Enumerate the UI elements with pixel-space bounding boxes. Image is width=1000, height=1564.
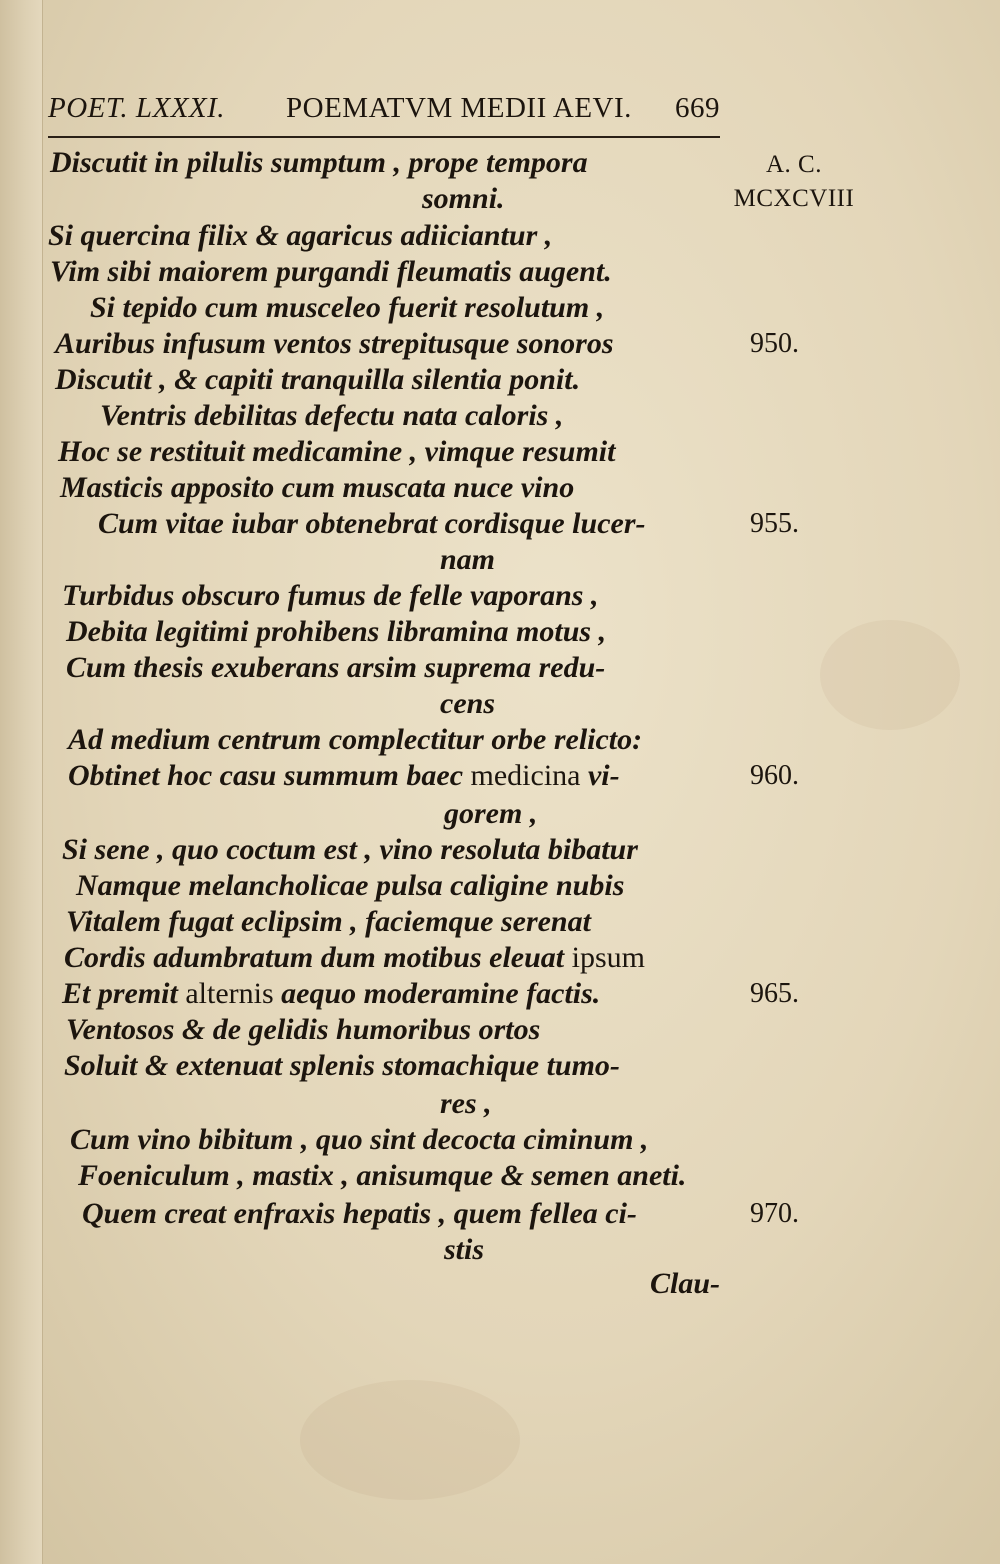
verse-line [66, 650, 605, 686]
verse-line [48, 218, 552, 254]
verse-line [50, 145, 588, 181]
catchword: Clau- [650, 1267, 721, 1300]
verse-line [66, 614, 606, 650]
verse-text: nam [440, 543, 496, 576]
verse-line [62, 832, 638, 868]
verse-text: alternis [185, 977, 274, 1010]
verse-line [444, 796, 537, 832]
verse-text: stis [444, 1233, 485, 1266]
verse-text: Cum vitae iubar obtenebrat cordisque lucer- [98, 507, 646, 540]
verse-text: somni. [422, 182, 505, 215]
verse-line [60, 470, 574, 506]
section-marker: POET. LXXXI. [48, 92, 226, 124]
verse-text: vi- [580, 759, 620, 792]
verse-text: aequo moderamine factis. [273, 977, 601, 1010]
paper-stain [300, 1380, 520, 1500]
verse-line [62, 976, 600, 1012]
running-title: POEMATVM MEDII AEVI. [286, 92, 632, 124]
verse-line [58, 434, 615, 470]
verse-line [440, 686, 495, 722]
line-number: 970. [750, 1198, 799, 1229]
verse-text: Cum thesis exuberans arsim suprema redu- [66, 651, 606, 684]
facing-page-edge [0, 0, 43, 1564]
verse-text: Auribus infusum ventos strepitusque sonoros [55, 327, 614, 360]
verse-line [55, 362, 580, 398]
margin-date [724, 148, 864, 216]
verse-text: Et premit [62, 977, 186, 1010]
verse-text: Ad medium centrum complectitur orbe relicto: [68, 723, 643, 756]
verse-line [78, 1158, 686, 1194]
verse-text: Vim sibi maiorem purgandi fleumatis augent. [50, 255, 612, 288]
verse-line [70, 1122, 648, 1158]
verse-line [66, 904, 591, 940]
header-rule [48, 136, 720, 138]
verse-text: Soluit & extenuat splenis stomachique tumo- [64, 1049, 620, 1082]
verse-line [440, 1086, 492, 1122]
verse-text: Si sene , quo coctum est , vino resoluta bibatur [62, 833, 638, 866]
verse-text: Si tepido cum musceleo fuerit resolutum , [90, 291, 605, 324]
verse-text: res , [440, 1087, 492, 1120]
verse-text: gorem , [444, 797, 538, 830]
verse-text: Foeniculum , mastix , anisumque & semen aneti. [78, 1159, 687, 1192]
verse-text: Si quercina filix & agaricus adiiciantur , [48, 219, 553, 252]
margin-date-year: MCXCVIII [733, 185, 855, 212]
line-number: 965. [750, 978, 799, 1009]
verse-text: Turbidus obscuro fumus de felle vaporans , [62, 579, 599, 612]
verse-line [90, 290, 604, 326]
verse-line [55, 326, 614, 362]
verse-text: Hoc se restituit medicamine , vimque resumit [58, 435, 616, 468]
verse-text: Masticis apposito cum muscata nuce vino [60, 471, 575, 504]
verse-text: Obtinet hoc casu summum baec [68, 759, 471, 792]
verse-text: Quem creat enfraxis hepatis , quem fellea ci- [82, 1197, 637, 1230]
verse-text: Discutit in pilulis sumptum , prope tempora [50, 146, 588, 179]
verse-text: Vitalem fugat eclipsim , faciemque serenat [66, 905, 591, 938]
page-number: 669 [675, 92, 720, 124]
verse-text: Namque melancholicae pulsa caligine nubis [76, 869, 625, 902]
running-head [48, 92, 720, 132]
verse-line [64, 1048, 620, 1084]
verse-text: Ventris debilitas defectu nata caloris , [100, 399, 564, 432]
verse-line [76, 868, 624, 904]
verse-text: medicina [470, 759, 581, 792]
line-number: 950. [750, 328, 799, 359]
verse-line [68, 758, 620, 794]
verse-line [82, 1196, 637, 1232]
verse-text: cens [440, 687, 495, 720]
verse-line [50, 254, 612, 290]
verse-text: Cordis adumbratum dum motibus eleuat [64, 941, 572, 974]
verse-line [98, 506, 646, 542]
verse-line [440, 542, 495, 578]
verse-line [100, 398, 563, 434]
verse-line [422, 181, 505, 217]
margin-date-era: A. C. [766, 151, 822, 178]
verse-text: ipsum [571, 941, 645, 974]
verse-text: Debita legitimi prohibens libramina motus , [66, 615, 607, 648]
line-number: 960. [750, 760, 799, 791]
verse-text: Cum vino bibitum , quo sint decocta ciminum , [70, 1123, 649, 1156]
verse-line [64, 940, 645, 976]
verse-line [66, 1012, 540, 1048]
paper-stain [820, 620, 960, 730]
verse-line [444, 1232, 484, 1268]
verse-text: Discutit , & capiti tranquilla silentia ponit. [55, 363, 581, 396]
verse-line [62, 578, 598, 614]
line-number: 955. [750, 508, 799, 539]
verse-text: Ventosos & de gelidis humoribus ortos [66, 1013, 541, 1046]
verse-line [68, 722, 642, 758]
